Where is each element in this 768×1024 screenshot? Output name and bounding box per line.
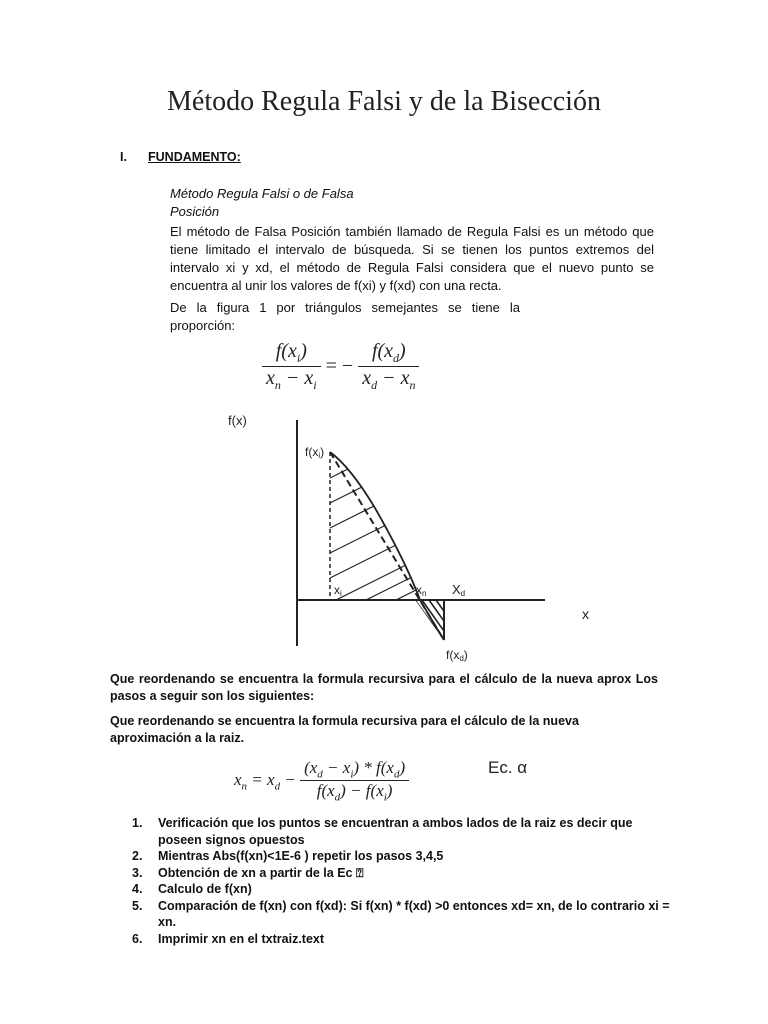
subheading-line-2: Posición [170,204,220,219]
list-item: 2. Mientras Abs(f(xn)<1E-6 ) repetir los pasos 3,4,5 [132,849,444,863]
regula-falsi-figure [0,408,768,668]
label-xd: Xd [452,582,466,598]
list-item: 6. Imprimir xn en el txtraiz.text [132,931,325,946]
function-curve [330,452,444,640]
steps-list [110,815,670,947]
label-xi: xi [334,583,342,598]
recursive-formula: $x_n = x_d$ − $\frac{(x_d - x_i) * f(x_d)}{f(x_d) - f(x_i)}$ [234,758,409,804]
paragraph-reorder-steps: Que reordenando se encuentra la formula recursiva para el cálculo de la nueva aprox Los pasos a seguir son los siguientes: [110,672,658,703]
paragraph-proportion: De la figura 1 por triángulos semejantes se tiene la proporción: [170,300,520,333]
proportion-formula [262,340,419,393]
subheading-line-1: Método Regula Falsi o de Falsa [170,186,354,201]
right-fraction: $\frac{f(x_d)}{x_d - x_n}$ [358,340,419,393]
equals-minus: = − [325,355,354,377]
section-heading [120,150,241,164]
subheading [170,185,430,221]
list-item: 5. Comparación de f(xn) con f(xd): Si f(xn) * f(xd) >0 entonces xd= xn, de lo contrario xi = xn. [132,898,670,929]
label-fxi: f(xi) [305,445,325,460]
list-item: 4. Calculo de f(xn) [132,882,252,896]
label-xn: xn [416,583,427,598]
y-axis-label: f(x) [228,413,247,428]
x-axis-label: x [582,606,589,622]
equation-label: Ec. α [488,758,528,777]
label-fxd: f(xd) [446,648,468,663]
section-number: I. [120,150,127,164]
list-item: 1. Verificación que los puntos se encuentran a ambos lados de la raiz es decir que poseen signos opuestos [132,816,633,847]
left-fraction: $\frac{f(x_i)}{x_n - x_i}$ [262,340,321,393]
paragraph-reorder-root: Que reordenando se encuentra la formula recursiva para el cálculo de la nueva aproximación a la raiz. [110,714,579,745]
paragraph-definition: El método de Falsa Posición también llamado de Regula Falsi es un método que tiene limitado el intervalo de búsqueda. Si se tienen los puntos extremos del intervalo xi y xd, el método de Regula Falsi considera que el nuevo punto se encuentra al unir los valores de f(xi) y f(xd) con una recta. [170,224,654,293]
page-title: Método Regula Falsi y de la Bisección [167,86,601,117]
list-item: 3. Obtención de xn a partir de la Ec ⍰ [132,865,364,880]
section-label: FUNDAMENTO: [148,150,241,164]
